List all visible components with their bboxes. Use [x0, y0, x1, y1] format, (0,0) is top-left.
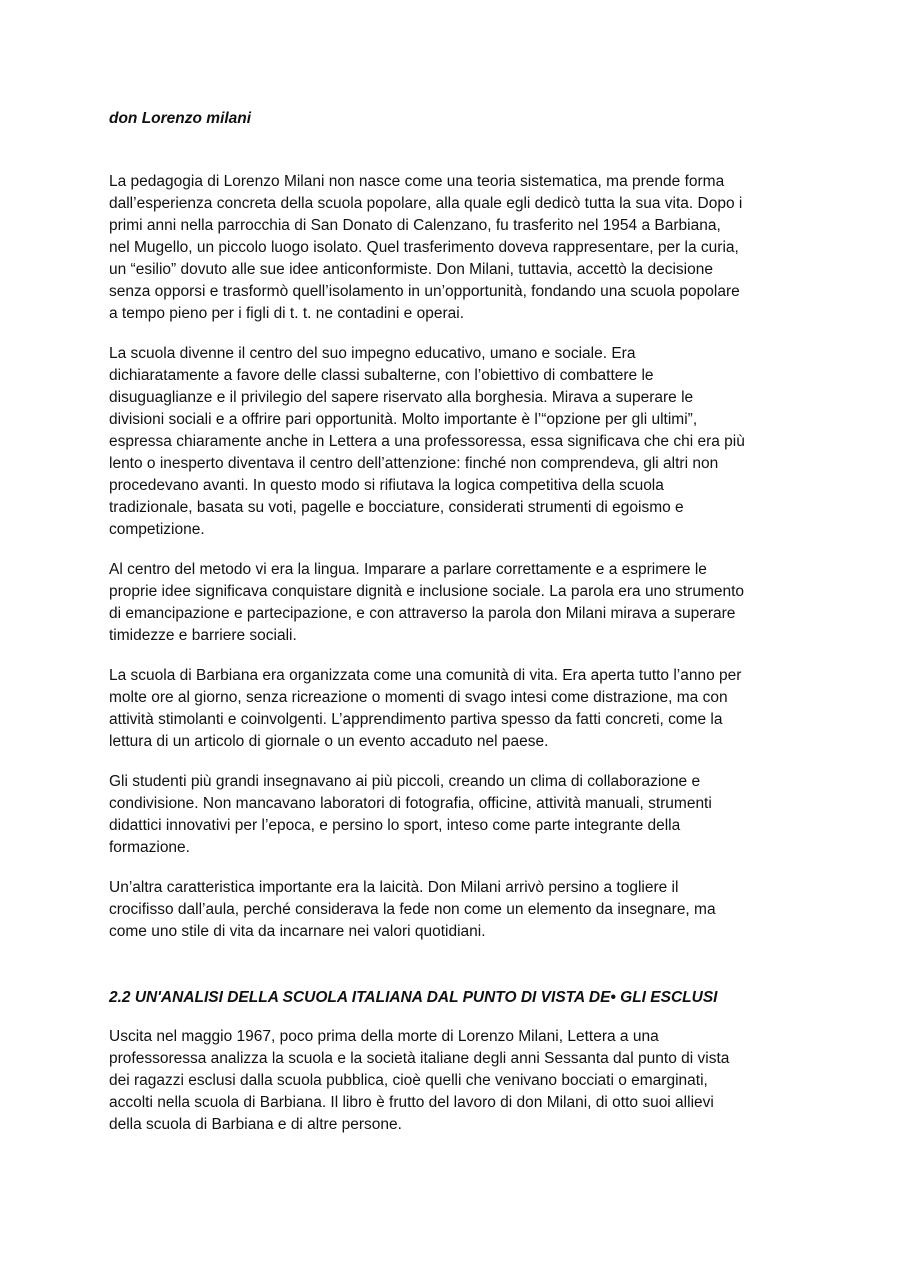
paragraph-lingua: Al centro del metodo vi era la lingua. Imparare a parlare correttamente e a esprimere le proprie idee significava conquistare dignità e inclusione sociale. La parola era uno strumento di emancipazione e partecipazione, e con attraverso la parola don Milani mirava a superare timidezze e barriere sociali. [109, 561, 745, 644]
paragraph-pedagogia: La pedagogia di Lorenzo Milani non nasce come una teoria sistematica, ma prende forma dall’esperienza concreta della scuola popolare, alla quale egli dedicò tutta la sua vita. Dopo i primi anni nella parrocchia di San Donato di Calenzano, fu trasferito nel 1954 a Barbiana, nel Mugello, un piccolo luogo isolato. Quel trasferimento doveva rappresentare, per la curia, un “esilio” dovuto alle sue idee anticonformiste. Don Milani, tuttavia, accettò la decisione senza opporsi e trasformò quell’isolamento in un’opportunità, fondando una scuola popolare a tempo pieno per i figli di t. t. ne contadini e operai. [109, 173, 743, 322]
paragraph-scuola-impegno: La scuola divenne il centro del suo impegno educativo, umano e sociale. Era dichiaratamente a favore delle classi subalterne, con l’obiettivo di combattere le disuguaglianze e il privilegio del sapere riservato alla borghesia. Mirava a superare le divisioni sociali e a offrire pari opportunità. Molto importante è l’“opzione per gli ultimi”, espressa chiaramente anche in Lettera a una professoressa, essa significava che chi era più lento o inesperto diventava il centro dell’attenzione: finché non comprendeva, gli altri non procedevano avanti. In questo modo si rifiutava la logica competitiva della scuola tradizionale, basata su voti, pagelle e bocciature, considerati strumenti di egoismo e competizione. [109, 345, 745, 538]
paragraph-laicita: Un’altra caratteristica importante era la laicità. Don Milani arrivò persino a togliere il crocifisso dall’aula, perché considerava la fede non come un elemento da insegnare, ma come uno stile di vita da incarnare nei valori quotidiani. [109, 879, 716, 940]
document-title: don Lorenzo milani [109, 110, 252, 127]
document-page [109, 108, 799, 1154]
section-paragraph: Uscita nel maggio 1967, poco prima della morte di Lorenzo Milani, Lettera a una professoressa analizza la scuola e la società italiane degli anni Sessanta dal punto di vista dei ragazzi esclusi dalla scuola pubblica, cioè quelli che venivano bocciati o emarginati, accolti nella scuola di Barbiana. Il libro è frutto del lavoro di don Milani, di otto suoi allievi della scuola di Barbiana e di altre persone. [109, 1028, 730, 1133]
section-heading: 2.2 UN'ANALISI DELLA SCUOLA ITALIANA DAL PUNTO DI VISTA DE• GLI ESCLUSI [109, 989, 718, 1006]
paragraph-studenti: Gli studenti più grandi insegnavano ai più piccoli, creando un clima di collaborazione e condivisione. Non mancavano laboratori di fotografia, officine, attività manuali, strumenti didattici innovativi per l’epoca, e persino lo sport, inteso come parte integrante della formazione. [109, 773, 712, 856]
paragraph-comunita: La scuola di Barbiana era organizzata come una comunità di vita. Era aperta tutto l’anno per molte ore al giorno, senza ricreazione o momenti di svago intesi come distrazione, ma con attività stimolanti e coinvolgenti. L’apprendimento partiva spesso da fatti concreti, come la lettura di un articolo di giornale o un evento accaduto nel paese. [109, 667, 742, 750]
